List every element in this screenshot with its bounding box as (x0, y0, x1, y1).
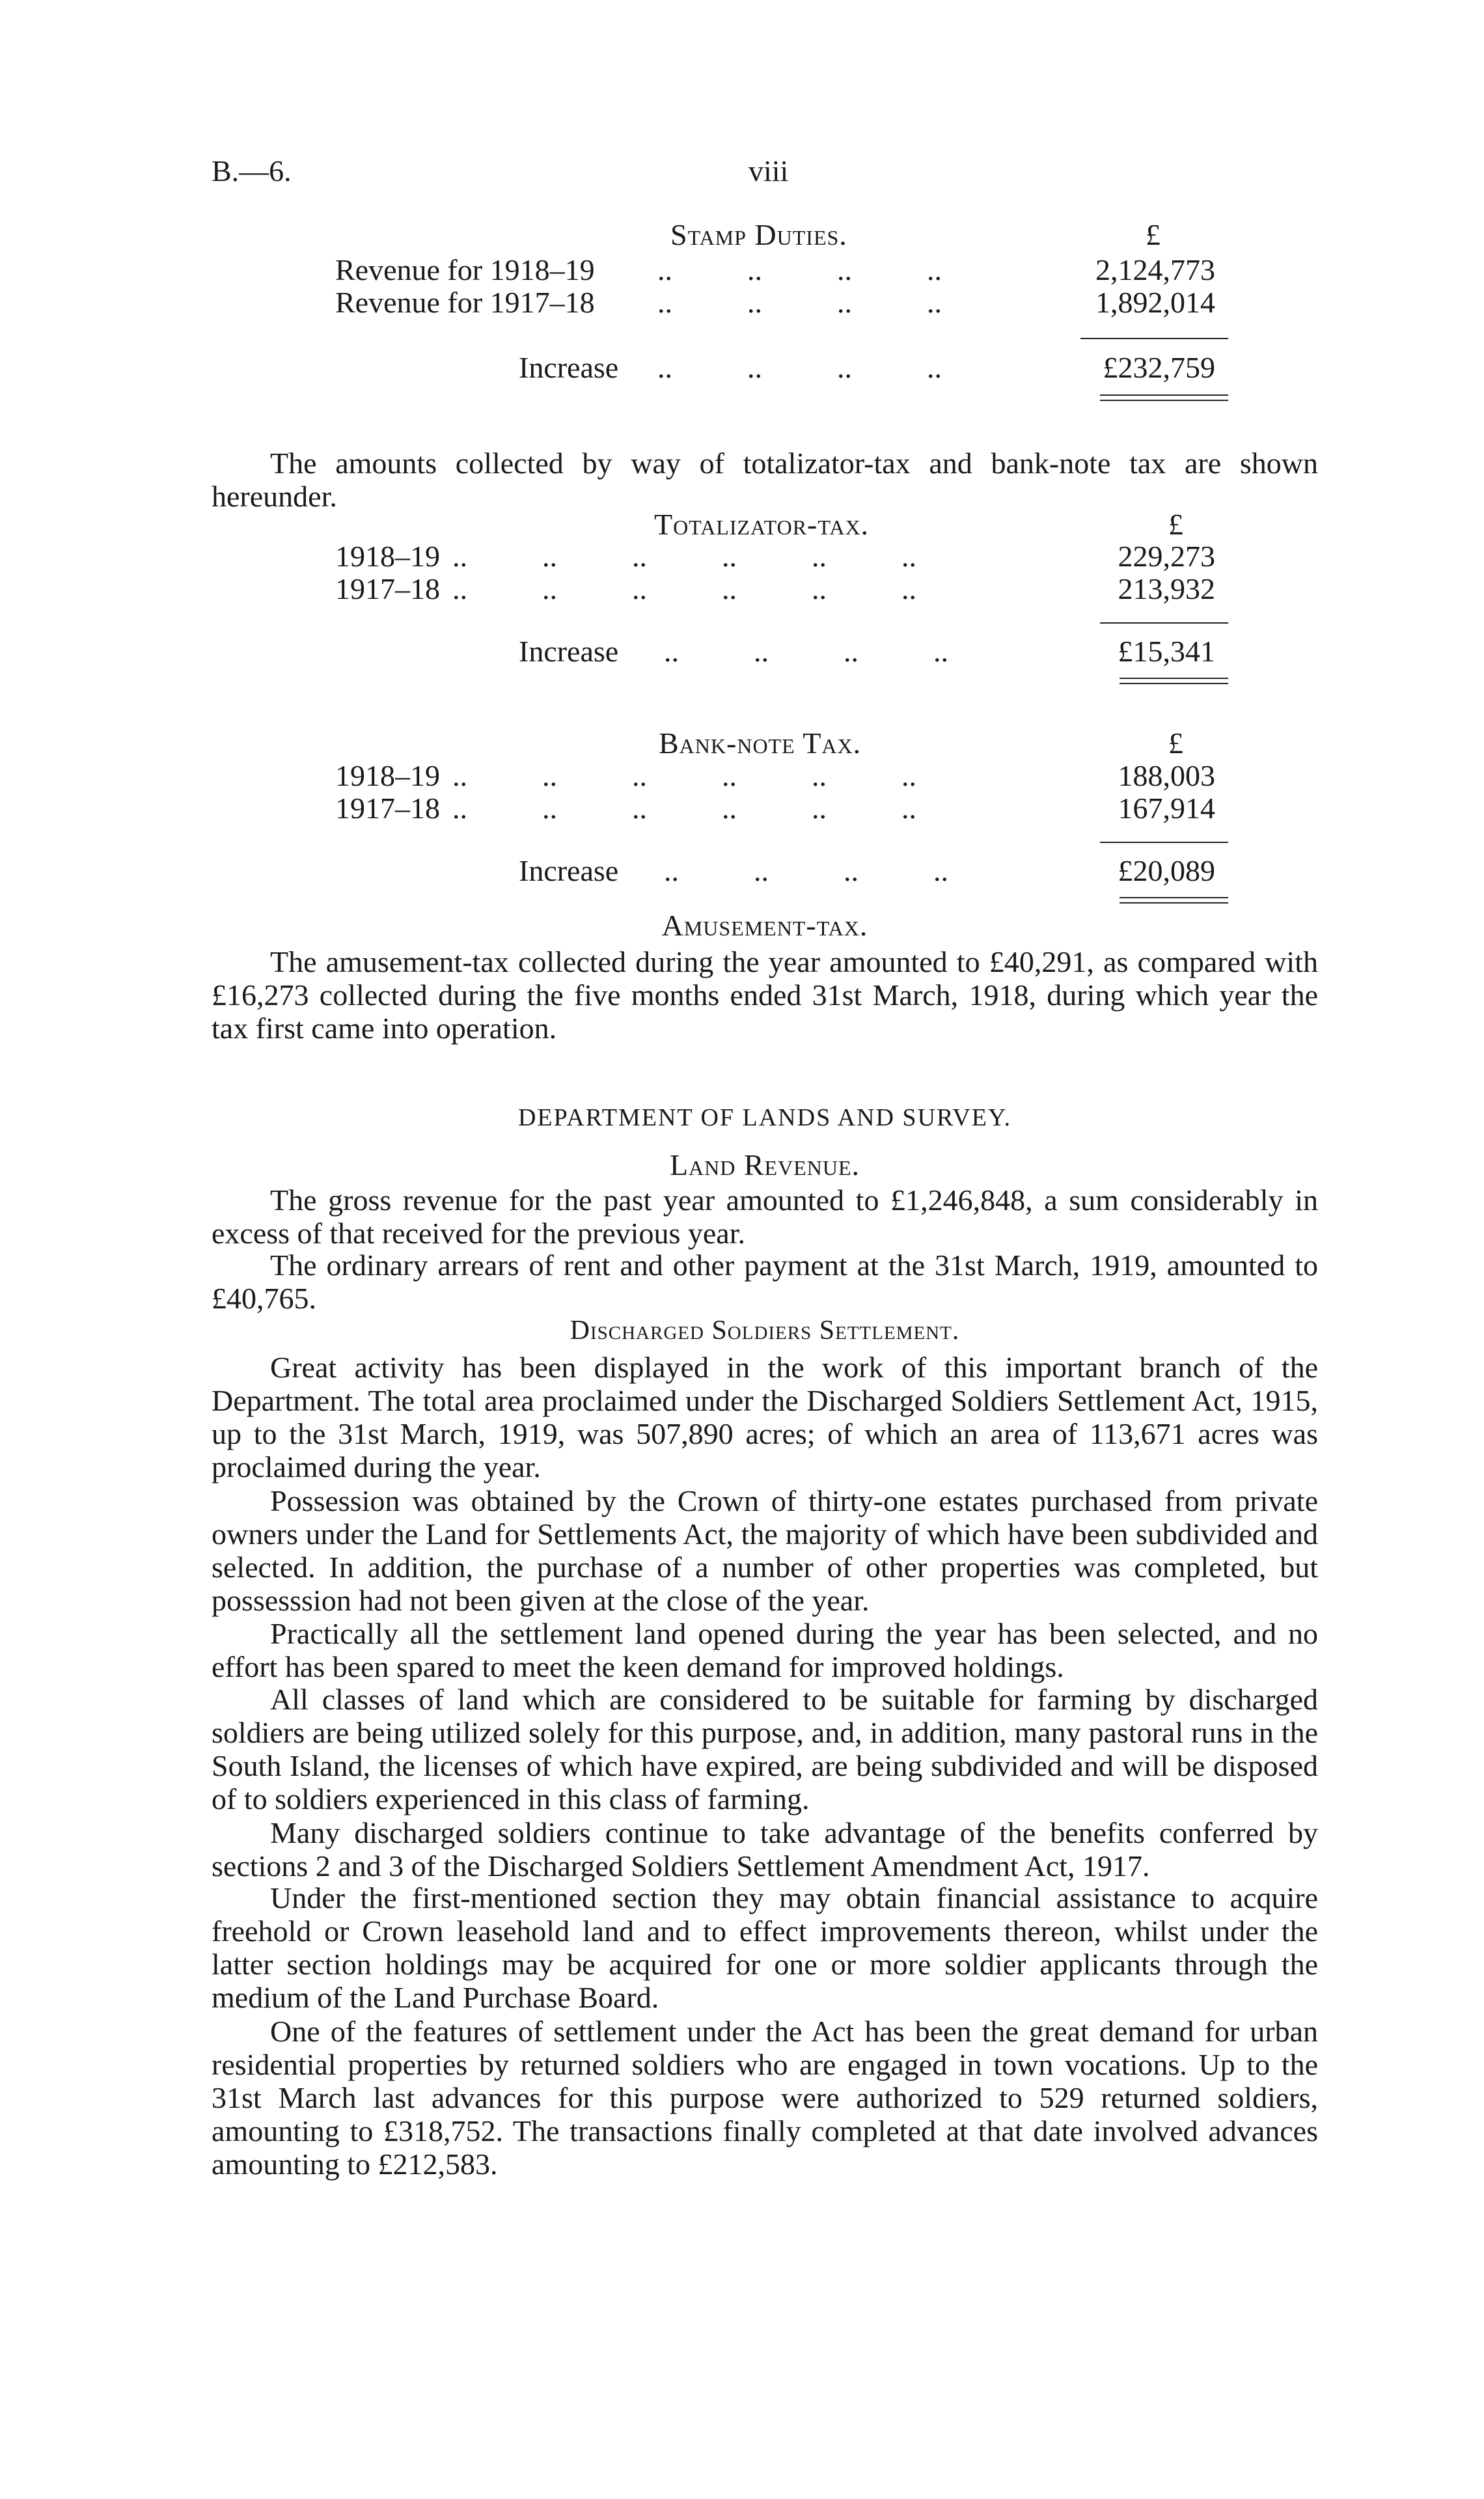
increase-value: £232,759 (1103, 351, 1215, 384)
subtotal-rule (1100, 842, 1228, 843)
amusement-tax-paragraph: The amusement-tax collected during the year amounted to £40,291, as compared with £16,273 collected during the five months ended 31st March, 1918, during which year the tax first came into operation. (212, 945, 1318, 1045)
increase-label: Increase (519, 351, 619, 384)
stamp-duties-title: Stamp Duties. (670, 218, 847, 251)
table-row-value: 229,273 (1118, 540, 1215, 573)
subtotal-rule (1080, 338, 1228, 339)
table-row-label: 1917–18 (335, 572, 440, 605)
totalizator-tax-currency: £ (1168, 508, 1183, 541)
subtotal-rule (1100, 622, 1228, 624)
intro-paragraph: The amounts collected by way of totalizator-tax and bank-note tax are shown hereunder. (212, 447, 1318, 513)
total-rule-top (1100, 394, 1228, 396)
leader-dots: .. .. .. .. .. .. (452, 572, 916, 605)
total-rule-bottom (1100, 400, 1228, 401)
table-row-value: 1,892,014 (1095, 286, 1215, 319)
total-rule-bottom (1120, 902, 1228, 904)
table-row-value: 167,914 (1118, 792, 1215, 825)
leader-dots: .. .. .. .. (657, 253, 942, 286)
amusement-tax-title: Amusement-tax. (661, 909, 868, 942)
leader-dots: .. .. .. .. (657, 286, 942, 319)
soldiers-paragraph-4: All classes of land which are considered to be suitable for farming by discharged soldiers are being utilized solely for this purpose, and, in addition, many pastoral runs in the South Island, the licenses of which have expired, are being subdivided and will be disposed of to soldiers experienced in this class of farming. (212, 1683, 1318, 1816)
increase-label: Increase (519, 635, 619, 668)
department-title: DEPARTMENT OF LANDS AND SURVEY. (517, 1104, 1012, 1131)
table-row-value: 188,003 (1118, 759, 1215, 792)
table-row-value: 2,124,773 (1095, 253, 1215, 286)
table-row-label: 1918–19 (335, 540, 440, 573)
land-revenue-title: Land Revenue. (669, 1148, 860, 1181)
soldiers-paragraph-5: Many discharged soldiers continue to take advantage of the benefits conferred by sections 2 and 3 of the Discharged Soldiers Settlement Amendment Act, 1917. (212, 1816, 1318, 1883)
leader-dots: .. .. .. .. (664, 635, 948, 668)
increase-label: Increase (519, 854, 619, 887)
leader-dots: .. .. .. .. .. .. (452, 540, 916, 573)
page-ref: B.—6. (212, 154, 292, 187)
soldiers-paragraph-3: Practically all the settlement land opened during the year has been selected, and no effort has been spared to meet the keen demand for improved holdings. (212, 1617, 1318, 1683)
table-row-label: 1918–19 (335, 759, 440, 792)
total-rule-bottom (1120, 683, 1228, 684)
soldiers-paragraph-6: Under the first-mentioned section they may obtain financial assistance to acquire freehold or Crown leasehold land and to effect improvements thereon, whilst under the latter section holdings may be acquired for one or more soldier applicants through the medium of the Land Purchase Board. (212, 1881, 1318, 2014)
totalizator-tax-title: Totalizator-tax. (654, 508, 870, 541)
table-row-label: Revenue for 1917–18 (335, 286, 595, 319)
bank-note-tax-currency: £ (1168, 726, 1183, 760)
leader-dots: .. .. .. .. (664, 854, 948, 887)
table-row-value: 213,932 (1118, 572, 1215, 605)
page-number: viii (749, 154, 789, 187)
land-revenue-paragraph-1: The gross revenue for the past year amounted to £1,246,848, a sum considerably in excess of that received for the previous year. (212, 1183, 1318, 1250)
leader-dots: .. .. .. .. (657, 351, 942, 384)
soldiers-paragraph-7: One of the features of settlement under the Act has been the great demand for urban residential properties by returned soldiers who are engaged in town vocations. Up to the 31st March last advances for this purpose were authorized to 529 returned soldiers, amounting to £318,752. The transactions finally completed at that date involved advances amounting to £212,583. (212, 2015, 1318, 2181)
increase-value: £15,341 (1118, 635, 1215, 668)
soldiers-paragraph-2: Possession was obtained by the Crown of thirty-one estates purchased from private owners under the Land for Settlements Act, the majority of which have been subdivided and selected. In addition, the purchase of a number of other properties was completed, but possesssion had not been given at the close of the year. (212, 1484, 1318, 1617)
land-revenue-paragraph-2: The ordinary arrears of rent and other payment at the 31st March, 1919, amounted to £40,765. (212, 1249, 1318, 1315)
bank-note-tax-title: Bank-note Tax. (659, 726, 862, 760)
discharged-soldiers-title: Discharged Soldiers Settlement. (570, 1316, 960, 1346)
soldiers-paragraph-1: Great activity has been displayed in the work of this important branch of the Department. The total area proclaimed under the Discharged Soldiers Settlement Act, 1915, up to the 31st March, 1919, was 507,890 acres; of which an area of 113,671 acres was proclaimed during the year. (212, 1351, 1318, 1484)
table-row-label: 1917–18 (335, 792, 440, 825)
total-rule-top (1120, 678, 1228, 679)
stamp-duties-currency: £ (1146, 218, 1161, 251)
total-rule-top (1120, 897, 1228, 898)
leader-dots: .. .. .. .. .. .. (452, 792, 916, 825)
table-row-label: Revenue for 1918–19 (335, 253, 595, 286)
leader-dots: .. .. .. .. .. .. (452, 759, 916, 792)
increase-value: £20,089 (1118, 854, 1215, 887)
